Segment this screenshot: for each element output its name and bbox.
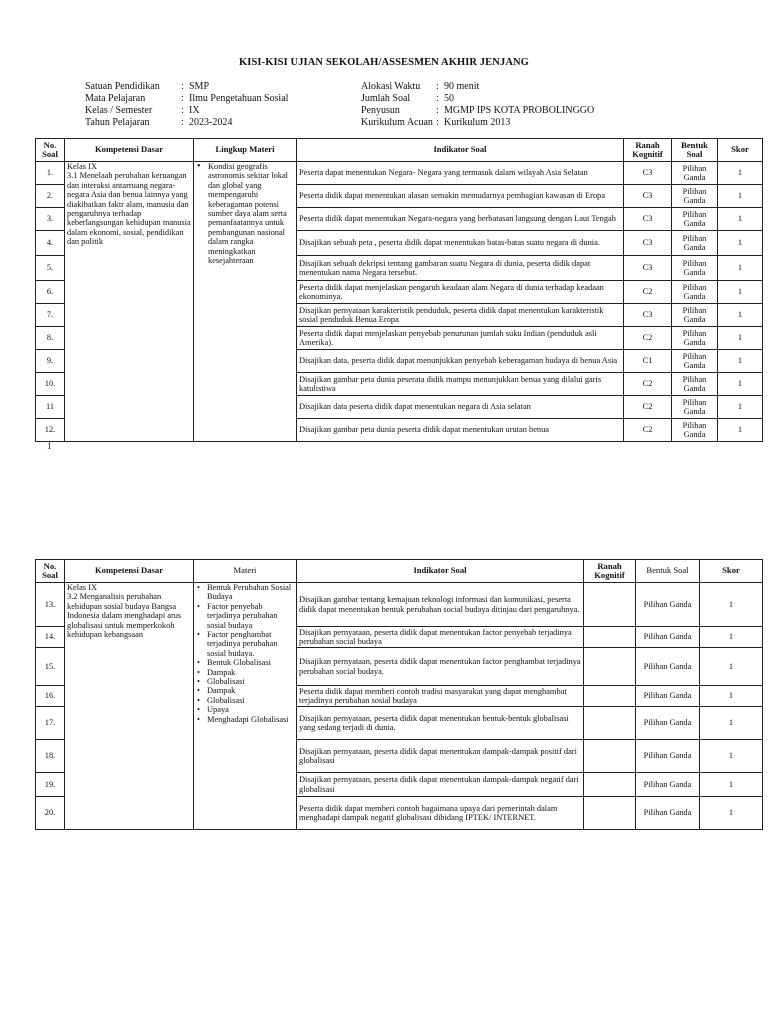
cell-bentuk-soal: Pilihan Ganda: [636, 627, 700, 648]
info-label: Alokasi Waktu: [361, 81, 421, 92]
table-header-row: [36, 560, 763, 583]
cell-skor: 1: [700, 797, 763, 830]
cell-bentuk-soal: Pilihan Ganda: [636, 740, 700, 773]
info-row: Kurikulum Acuan : Kurikulum 2013: [361, 117, 511, 128]
cell-no-soal: 18.: [36, 740, 65, 773]
cell-bentuk-soal: Pilihan Ganda: [672, 281, 718, 304]
cell-skor: 1: [718, 327, 763, 350]
materi-item: • Dampak: [196, 686, 294, 695]
cell-skor: 1: [718, 208, 763, 231]
info-value: 2023-2024: [189, 117, 233, 128]
cell-ranah-kognitif: [584, 648, 636, 686]
cell-no-soal: 16.: [36, 686, 65, 707]
cell-skor: 1: [700, 686, 763, 707]
materi-item: • Menghadapi Globalisasi: [196, 715, 294, 724]
info-label: Mata Pelajaran: [85, 93, 146, 104]
cell-no-soal: 19.: [36, 773, 65, 797]
info-row: Mata Pelajaran : Ilmu Pengetahuan Sosial: [85, 93, 289, 104]
materi-item: • Dampak: [196, 668, 294, 677]
info-row: Jumlah Soal : 50: [361, 93, 454, 104]
materi-list: [196, 583, 294, 724]
cell-no-soal: 9.: [36, 350, 65, 373]
info-label: Kurikulum Acuan: [361, 117, 433, 128]
cell-skor: 1: [718, 162, 763, 185]
cell-bentuk-soal: Pilihan Ganda: [636, 583, 700, 627]
cell-indikator-soal: Disajikan gambar peta dunia peserata didik mampu menunjukkan benua yang dilalui garis katulistiwa: [297, 373, 624, 396]
materi-item: • Factor penyebab terjadinya perubahan sosial budaya: [196, 602, 294, 630]
cell-bentuk-soal: Pilihan Ganda: [672, 396, 718, 419]
cell-skor: 1: [718, 350, 763, 373]
cell-indikator-soal: Peserta dapat menentukan Negara- Negara yang termasuk dalam wilayah Asia Selatan: [297, 162, 624, 185]
header-no-soal: No. Soal: [36, 560, 65, 583]
kisi-table-1: [35, 138, 763, 442]
cell-bentuk-soal: Pilihan Ganda: [636, 773, 700, 797]
cell-bentuk-soal: Pilihan Ganda: [672, 304, 718, 327]
info-label: Tahun Pelajaran: [85, 117, 150, 128]
cell-skor: 1: [700, 740, 763, 773]
table-row: [36, 162, 763, 185]
info-label: Penyusun: [361, 105, 400, 116]
info-row: Alokasi Waktu : 90 menit: [361, 81, 480, 92]
info-value: IX: [189, 105, 200, 116]
cell-indikator-soal: Disajikan sebuah peta , peserta didik dapat menentukan batas-batas suatu negara di dunia.: [297, 231, 624, 256]
materi-item: • Bentuk Perubahan Sosial Budaya: [196, 583, 294, 602]
header-ranah-kognitif: Ranah Kognitif: [624, 139, 672, 162]
header-lingkup-materi: Lingkup Materi: [194, 139, 297, 162]
cell-bentuk-soal: Pilihan Ganda: [672, 419, 718, 442]
cell-indikator-soal: Disajikan sebuah dekripsi tentang gambaran suatu Negara di dunia, peserta didik dapat menentukan nama Negara tersebut.: [297, 256, 624, 281]
header-skor: Skor: [718, 139, 763, 162]
cell-ranah-kognitif: C3: [624, 185, 672, 208]
cell-bentuk-soal: Pilihan Ganda: [636, 707, 700, 740]
cell-indikator-soal: Disajikan data, peserta didik dapat menunjukkan penyebab keberagaman budaya di benua Asia: [297, 350, 624, 373]
materi-item: • Bentuk Globalisasi: [196, 658, 294, 667]
info-value: Kurikulum 2013: [444, 117, 511, 128]
info-row: Tahun Pelajaran : 2023-2024: [85, 117, 233, 128]
cell-no-soal: 2.: [36, 185, 65, 208]
info-block-left: [85, 81, 288, 129]
cell-indikator-soal: Disajikan pernyataan, peserta didik dapat menentukan factor penghambat terjadinya perubahan social budaya.: [297, 648, 584, 686]
page-title: KISI-KISI UJIAN SEKOLAH/ASSESMEN AKHIR JENJANG: [239, 57, 529, 68]
page-number: 1: [47, 441, 52, 451]
table-row: [36, 583, 763, 627]
materi-item: • Upaya: [196, 705, 294, 714]
header-bentuk-soal: Bentuk Soal: [636, 560, 700, 583]
cell-ranah-kognitif: [584, 686, 636, 707]
cell-bentuk-soal: Pilihan Ganda: [672, 231, 718, 256]
cell-bentuk-soal: Pilihan Ganda: [636, 686, 700, 707]
kisi-table-2: [35, 559, 763, 830]
cell-kompetensi-dasar: [65, 162, 194, 442]
cell-materi: [194, 583, 297, 830]
cell-indikator-soal: Disajikan pernyataan, peserta didik dapat menentukan factor penyebab terjadinya perubahan social budaya: [297, 627, 584, 648]
cell-ranah-kognitif: [584, 773, 636, 797]
cell-skor: 1: [718, 185, 763, 208]
cell-skor: 1: [718, 419, 763, 442]
cell-ranah-kognitif: [584, 583, 636, 627]
header-materi: Materi: [194, 560, 297, 583]
table-header-row: [36, 139, 763, 162]
cell-ranah-kognitif: C3: [624, 208, 672, 231]
cell-ranah-kognitif: [584, 740, 636, 773]
materi-item: • Factor penghambat terjadinya perubahan sosial budaya.: [196, 630, 294, 658]
cell-skor: 1: [718, 373, 763, 396]
cell-no-soal: 13.: [36, 583, 65, 627]
cell-skor: 1: [700, 583, 763, 627]
cell-bentuk-soal: Pilihan Ganda: [672, 327, 718, 350]
cell-no-soal: 10.: [36, 373, 65, 396]
cell-bentuk-soal: Pilihan Ganda: [672, 208, 718, 231]
info-label: Kelas / Semester: [85, 105, 153, 116]
cell-ranah-kognitif: C2: [624, 396, 672, 419]
cell-no-soal: 8.: [36, 327, 65, 350]
info-label: Satuan Pendidikan: [85, 81, 160, 92]
cell-skor: 1: [718, 281, 763, 304]
cell-bentuk-soal: Pilihan Ganda: [672, 162, 718, 185]
cell-skor: 1: [718, 396, 763, 419]
kompetensi-dasar-text: Kelas IX 3.1 Menelaah perubahan keruangan dan interaksi antarruang negara-negara Asia dan benua lainnya yang diakibatkan faktr alam, manusia dan pengaruhnya terhadap keberlangsungan kehidupan manusia dalam ekonomi, sosial, pendidikan dan politik: [67, 162, 191, 247]
info-row: Satuan Pendidikan : SMP: [85, 81, 210, 92]
cell-indikator-soal: Peserta didik dapat memberi contoh tradisi masyarakat yang dapat menghambat terjadinya perubahan sosial budaya: [297, 686, 584, 707]
header-kompetensi-dasar: Kompetensi Dasar: [65, 560, 194, 583]
cell-bentuk-soal: Pilihan Ganda: [636, 648, 700, 686]
cell-no-soal: 14.: [36, 627, 65, 648]
info-value: Ilmu Pengetahuan Sosial: [189, 93, 289, 104]
cell-bentuk-soal: Pilihan Ganda: [672, 373, 718, 396]
cell-ranah-kognitif: [584, 707, 636, 740]
cell-ranah-kognitif: C2: [624, 373, 672, 396]
cell-bentuk-soal: Pilihan Ganda: [672, 256, 718, 281]
lingkup-materi-text: • Kondisi geografis astronomis sekitar lokal dan global yang mempengaruhi keberagaman potensi sumber daya alam serta pemanfaatannya untuk pembangunan nasional dalam rangka meningkatkan kesejahteraan: [196, 162, 294, 265]
cell-indikator-soal: Disajikan pernyataan, peserta didik dapat menentukan dampak-dampak negatif dari globalisasi: [297, 773, 584, 797]
cell-ranah-kognitif: C3: [624, 256, 672, 281]
header-bentuk-soal: Bentuk Soal: [672, 139, 718, 162]
cell-no-soal: 15.: [36, 648, 65, 686]
cell-ranah-kognitif: C2: [624, 327, 672, 350]
info-value: 50: [444, 93, 454, 104]
cell-indikator-soal: Disajikan gambar tentang kemajuan teknologi informasi dan komunikasi, peserta didik dapat menentukan bentuk perubahan social budaya ditinjau dari pengaruhnya.: [297, 583, 584, 627]
header-indikator-soal: Indikator Soal: [297, 139, 624, 162]
header-no-soal: No. Soal: [36, 139, 65, 162]
kompetensi-dasar-text: Kelas IX 3.2 Menganalisis perubahan kehidupan sosial budaya Bangsa Indonesia dalam menghadapi arus globalisasi untuk memperkokoh kehidupan kebangsaan: [67, 583, 182, 640]
cell-bentuk-soal: Pilihan Ganda: [636, 797, 700, 830]
cell-ranah-kognitif: C3: [624, 231, 672, 256]
info-label: Jumlah Soal: [361, 93, 411, 104]
cell-kompetensi-dasar: [65, 583, 194, 830]
header-kompetensi-dasar: Kompetensi Dasar: [65, 139, 194, 162]
cell-indikator-soal: Disajikan data peserta didik dapat menentukan negara di Asia selatan: [297, 396, 624, 419]
cell-ranah-kognitif: C2: [624, 281, 672, 304]
cell-skor: 1: [718, 231, 763, 256]
cell-skor: 1: [700, 773, 763, 797]
cell-ranah-kognitif: C3: [624, 162, 672, 185]
cell-indikator-soal: Peserta didik dapat menentukan alasan semakin memudarnya pembagian kawasan di Eropa: [297, 185, 624, 208]
info-value: 90 menit: [444, 81, 480, 92]
cell-ranah-kognitif: C1: [624, 350, 672, 373]
cell-no-soal: 3.: [36, 208, 65, 231]
cell-skor: 1: [718, 256, 763, 281]
materi-item: • Globalisasi: [196, 677, 294, 686]
cell-skor: 1: [718, 304, 763, 327]
header-indikator-soal: Indikator Soal: [297, 560, 584, 583]
cell-ranah-kognitif: [584, 797, 636, 830]
cell-no-soal: 12.: [36, 419, 65, 442]
cell-skor: 1: [700, 627, 763, 648]
cell-no-soal: 20.: [36, 797, 65, 830]
cell-skor: 1: [700, 648, 763, 686]
info-row: Kelas / Semester : IX: [85, 105, 200, 116]
cell-no-soal: 7.: [36, 304, 65, 327]
header-ranah-kognitif: Ranah Kognitif: [584, 560, 636, 583]
info-row: Penyusun : MGMP IPS KOTA PROBOLINGGO: [361, 105, 595, 116]
cell-bentuk-soal: Pilihan Ganda: [672, 185, 718, 208]
cell-indikator-soal: Disajikan pernyataan, peserta didik dapat menentukan bentuk-bentuk globalisasi yang sedang terjadi di dunia.: [297, 707, 584, 740]
info-block-right: [361, 81, 594, 129]
cell-materi: [194, 162, 297, 442]
cell-indikator-soal: Disajikan gambar peta dunia peserta didik dapat menentukan urutan benua: [297, 419, 624, 442]
cell-no-soal: 1.: [36, 162, 65, 185]
header-skor: Skor: [700, 560, 763, 583]
cell-indikator-soal: Peserta didik dapat menjelaskan pengaruh keadaan alam Negara di dunia terhadap keadaan ekonominya.: [297, 281, 624, 304]
cell-ranah-kognitif: [584, 627, 636, 648]
info-value: SMP: [189, 81, 210, 92]
cell-indikator-soal: Peserta didik dapat menentukan Negara-negara yang berbatasan langsung dengan Laut Tengah: [297, 208, 624, 231]
cell-no-soal: 11: [36, 396, 65, 419]
cell-ranah-kognitif: C3: [624, 304, 672, 327]
cell-ranah-kognitif: C2: [624, 419, 672, 442]
cell-indikator-soal: Disajikan pernyataan karakteristik penduduk, peserta didik dapat menentukan karakteristik sosial penduduk Benua Eropa: [297, 304, 624, 327]
cell-no-soal: 4.: [36, 231, 65, 256]
cell-indikator-soal: Disajikan pernyataan, peserta didik dapat menentukan dampak-dampak positif dari globalisasi: [297, 740, 584, 773]
cell-no-soal: 17.: [36, 707, 65, 740]
cell-no-soal: 5.: [36, 256, 65, 281]
cell-bentuk-soal: Pilihan Ganda: [672, 350, 718, 373]
cell-no-soal: 6.: [36, 281, 65, 304]
cell-indikator-soal: Peserta didik dapat memberi contoh bagaimana upaya dari pemerintah dalam menghadapi dampak negatif globalisasi dibidang IPTEK/ INTERNET.: [297, 797, 584, 830]
materi-item: • Globalisasi: [196, 696, 294, 705]
cell-skor: 1: [700, 707, 763, 740]
info-value: MGMP IPS KOTA PROBOLINGGO: [444, 105, 595, 116]
cell-indikator-soal: Peserta didik dapat menjelaskan penyebab penurunan jumlah suku Indian (penduduk asli Amerika).: [297, 327, 624, 350]
